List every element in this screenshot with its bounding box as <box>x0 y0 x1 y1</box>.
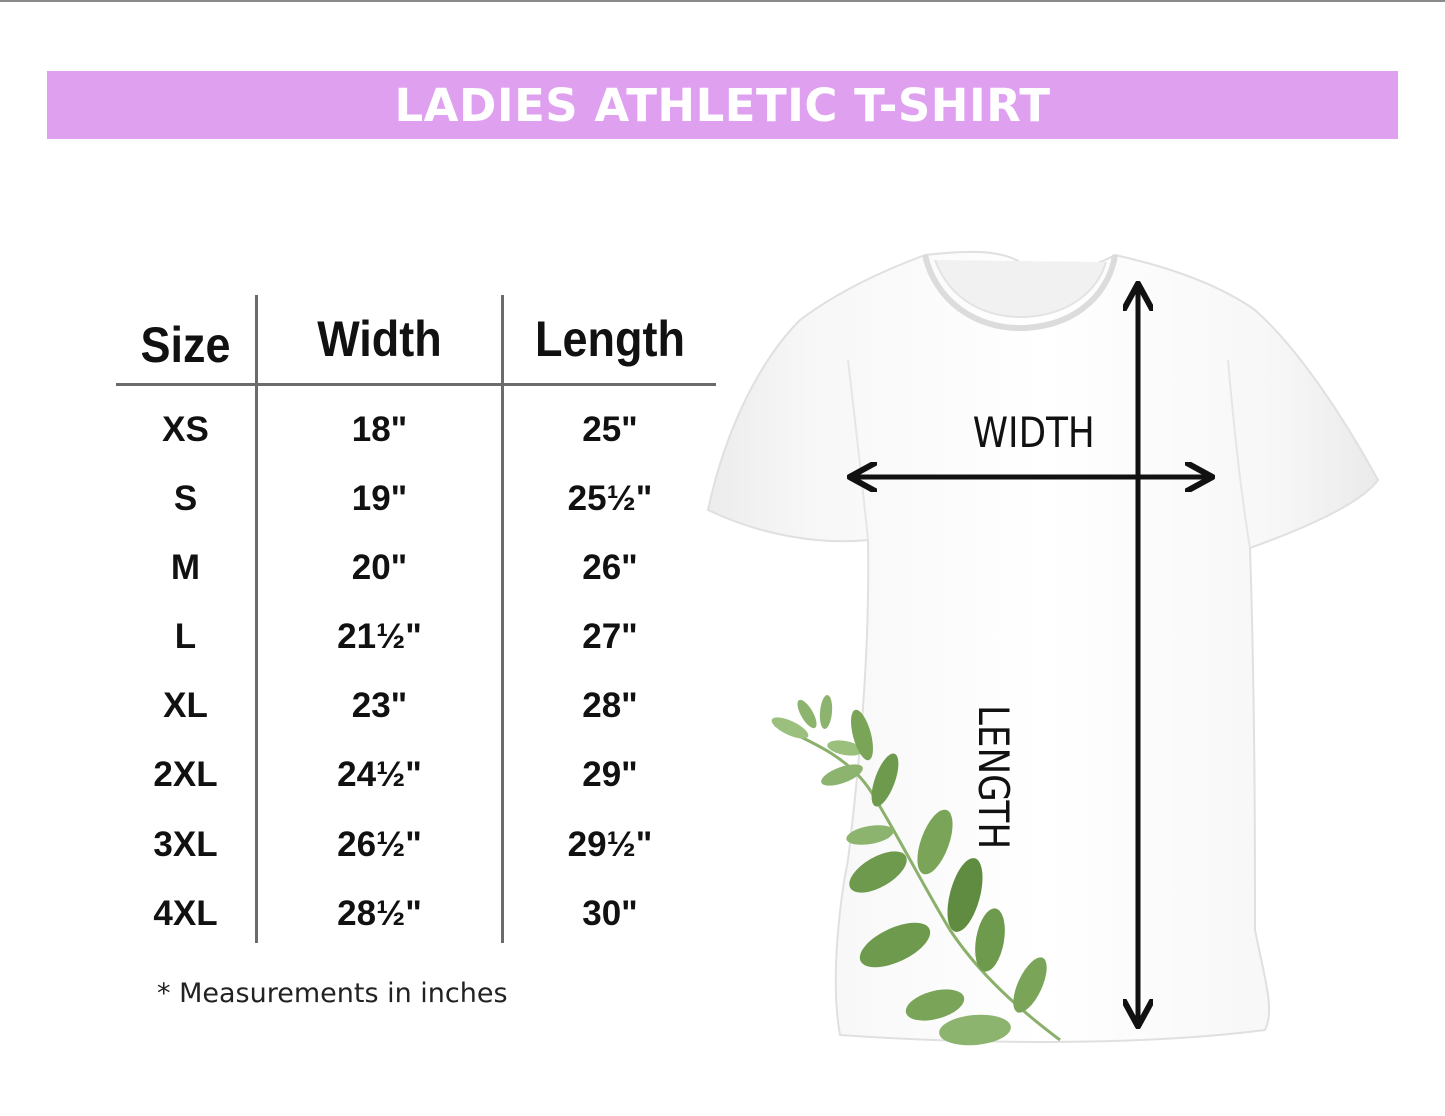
cell-width: 24½" <box>337 755 422 794</box>
tshirt-body <box>708 252 1378 1042</box>
header-size: Size <box>140 317 231 373</box>
tshirt-illustration <box>700 240 1400 1100</box>
cell-length: 25½" <box>567 479 653 518</box>
cell-size: XL <box>163 686 208 725</box>
tshirt-diagram <box>700 240 1400 1100</box>
top-divider <box>0 0 1445 2</box>
cell-width: 26½" <box>337 825 422 864</box>
cell-size: 4XL <box>153 894 218 933</box>
cell-size: 2XL <box>153 755 218 794</box>
cell-size: M <box>170 548 201 587</box>
measurement-note: * Measurements in inches <box>157 978 508 1009</box>
cell-size: L <box>174 617 197 656</box>
cell-size: 3XL <box>153 825 218 864</box>
title-banner <box>47 71 1398 139</box>
cell-length: 29" <box>582 755 638 794</box>
cell-length: 29½" <box>567 825 653 864</box>
width-label: WIDTH <box>972 408 1095 457</box>
page-title: LADIES ATHLETIC T-SHIRT <box>394 78 1051 132</box>
cell-width: 23" <box>351 686 408 725</box>
cell-length: 28" <box>582 686 638 725</box>
cell-size: S <box>173 479 198 518</box>
table-header-rule <box>116 383 716 386</box>
cell-width: 21½" <box>337 617 422 656</box>
cell-length: 27" <box>582 617 638 656</box>
header-length: Length <box>535 311 685 367</box>
cell-length: 25" <box>582 410 638 449</box>
cell-width: 28½" <box>337 894 422 933</box>
cell-length: 30" <box>582 894 638 933</box>
cell-width: 20" <box>351 548 408 587</box>
cell-size: XS <box>162 410 209 449</box>
cell-width: 19" <box>351 479 408 518</box>
cell-length: 26" <box>582 548 638 587</box>
length-label: LENGTH <box>969 705 1018 850</box>
cell-width: 18" <box>351 410 408 449</box>
header-width: Width <box>317 311 442 367</box>
